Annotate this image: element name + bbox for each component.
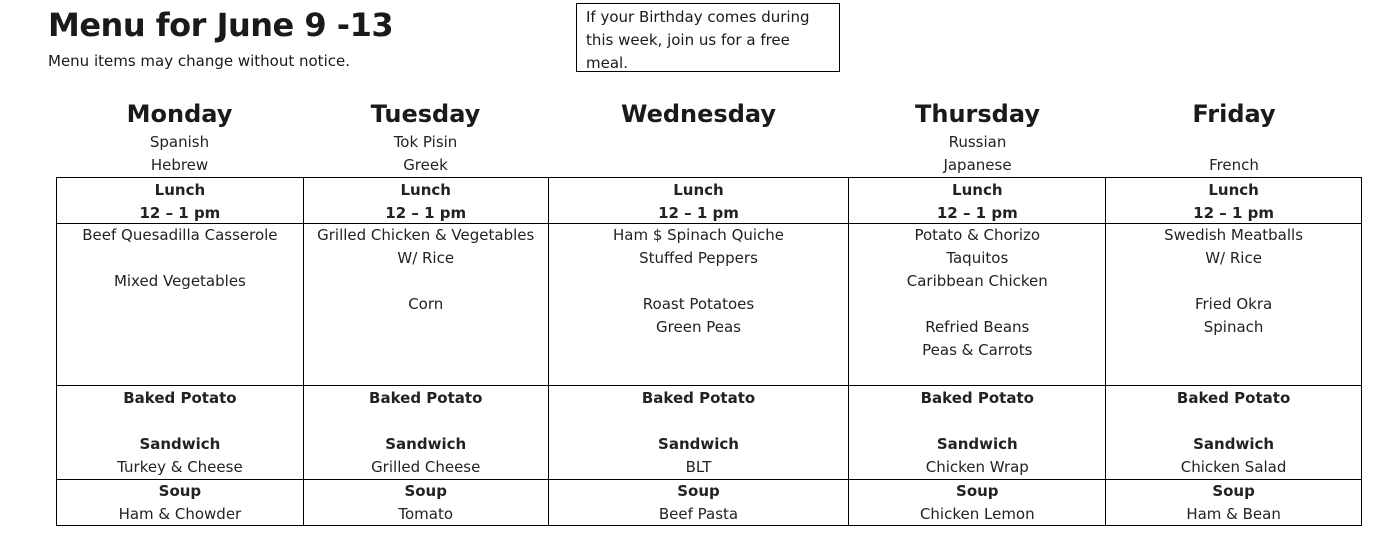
soup-label: Soup — [956, 482, 999, 500]
lunch-time: 12 – 1 pm — [658, 204, 739, 222]
soup-cell — [849, 480, 1106, 526]
menu-item: Mixed Vegetables — [113, 272, 246, 290]
menu-table — [56, 177, 1362, 526]
day-name: Monday — [126, 100, 233, 128]
sandwich-label: Sandwich — [385, 435, 467, 453]
baked-potato-label: Baked Potato — [369, 389, 483, 407]
lunch-time-row — [57, 177, 1362, 224]
menu-item — [57, 247, 303, 270]
main-dishes-cell — [1106, 224, 1362, 386]
baked-potato-label: Baked Potato — [1176, 389, 1291, 407]
sandwich-item: Chicken Wrap — [925, 458, 1029, 476]
baked-potato-label: Baked Potato — [920, 389, 1034, 407]
lunch-cell — [549, 177, 850, 224]
lunch-label: Lunch — [154, 181, 206, 199]
menu-item: Corn — [408, 295, 444, 313]
lunch-label: Lunch — [673, 181, 724, 199]
day-name: Friday — [1192, 100, 1276, 128]
day-header-friday — [1106, 98, 1362, 177]
language — [548, 131, 849, 154]
sandwich-label: Sandwich — [139, 435, 221, 453]
language: Hebrew — [150, 156, 209, 174]
potato-sandwich-cell — [1106, 386, 1362, 480]
menu-item: Caribbean Chicken — [906, 272, 1048, 290]
menu-item: Potato & Chorizo — [914, 226, 1041, 244]
menu-item: Ham $ Spinach Quiche — [612, 226, 785, 244]
soup-row — [57, 480, 1362, 526]
lunch-time: 12 – 1 pm — [139, 204, 221, 222]
day-header-row — [56, 98, 1362, 177]
day-name: Wednesday — [620, 100, 776, 128]
soup-cell — [549, 480, 850, 526]
soup-cell — [304, 480, 549, 526]
menu-item — [304, 316, 548, 339]
day-name: Tuesday — [370, 100, 481, 128]
menu-item: W/ Rice — [1205, 249, 1262, 267]
menu-item — [304, 339, 548, 362]
menu-item: Green Peas — [656, 318, 741, 336]
language — [548, 154, 849, 177]
menu-item: Refried Beans — [925, 318, 1030, 336]
lunch-label: Lunch — [1208, 181, 1259, 199]
language: Japanese — [943, 156, 1012, 174]
main-dishes-row — [57, 224, 1362, 386]
soup-item: Chicken Lemon — [919, 505, 1035, 523]
soup-item: Beef Pasta — [658, 505, 739, 523]
sandwich-item: Turkey & Cheese — [117, 458, 243, 476]
lunch-time: 12 – 1 pm — [385, 204, 467, 222]
menu-item — [304, 270, 548, 293]
soup-cell — [1106, 480, 1362, 526]
menu-item: Roast Potatoes — [642, 295, 755, 313]
menu-item: Peas & Carrots — [922, 341, 1033, 359]
menu-item: Spinach — [1203, 318, 1264, 336]
birthday-notice: If your Birthday comes during this week, join us for a free meal. — [576, 3, 840, 72]
day-name: Thursday — [915, 100, 1040, 128]
menu-item: W/ Rice — [397, 249, 455, 267]
soup-item: Ham & Bean — [1186, 505, 1281, 523]
main-dishes-cell — [549, 224, 850, 386]
menu-item: Fried Okra — [1194, 295, 1273, 313]
main-dishes-cell — [304, 224, 549, 386]
potato-sandwich-cell — [57, 386, 304, 480]
day-header-thursday — [849, 98, 1106, 177]
menu-item — [549, 339, 849, 362]
soup-item: Tomato — [398, 505, 454, 523]
menu-item — [849, 293, 1105, 316]
language — [1106, 131, 1362, 154]
language: Spanish — [149, 133, 210, 151]
lunch-cell — [849, 177, 1106, 224]
sandwich-label: Sandwich — [936, 435, 1018, 453]
sandwich-label: Sandwich — [658, 435, 739, 453]
menu-item — [57, 339, 303, 362]
menu-item — [57, 293, 303, 316]
sandwich-label: Sandwich — [1193, 435, 1275, 453]
lunch-cell — [1106, 177, 1362, 224]
soup-label: Soup — [1212, 482, 1255, 500]
potato-sandwich-cell — [549, 386, 850, 480]
lunch-label: Lunch — [952, 181, 1003, 199]
menu-item — [1106, 270, 1361, 293]
potato-sandwich-cell — [849, 386, 1106, 480]
menu-grid — [56, 98, 1362, 526]
language: Tok Pisin — [393, 133, 458, 151]
soup-label: Soup — [404, 482, 447, 500]
lunch-time: 12 – 1 pm — [1193, 204, 1275, 222]
main-dishes-cell — [57, 224, 304, 386]
day-header-wednesday — [548, 98, 849, 177]
page-subtitle: Menu items may change without notice. — [48, 52, 350, 70]
menu-item: Beef Quesadilla Casserole — [82, 226, 278, 244]
language: Russian — [948, 133, 1007, 151]
language: French — [1209, 156, 1259, 174]
day-header-monday — [56, 98, 303, 177]
soup-label: Soup — [677, 482, 720, 500]
menu-item — [1106, 339, 1361, 362]
menu-item: Stuffed Peppers — [639, 249, 758, 267]
lunch-time: 12 – 1 pm — [936, 204, 1018, 222]
page-title: Menu for June 9 -13 — [48, 6, 394, 44]
language: Greek — [403, 156, 448, 174]
sandwich-item: Grilled Cheese — [371, 458, 481, 476]
baked-potato-label: Baked Potato — [641, 389, 756, 407]
menu-item: Taquitos — [946, 249, 1009, 267]
menu-item: Swedish Meatballs — [1164, 226, 1304, 244]
sandwich-item: BLT — [685, 458, 712, 476]
potato-sandwich-row — [57, 386, 1362, 480]
soup-cell — [57, 480, 304, 526]
menu-item: Grilled Chicken & Vegetables — [317, 226, 535, 244]
menu-item — [549, 270, 849, 293]
main-dishes-cell — [849, 224, 1106, 386]
sandwich-item: Chicken Salad — [1180, 458, 1287, 476]
lunch-label: Lunch — [400, 181, 451, 199]
lunch-cell — [304, 177, 549, 224]
potato-sandwich-cell — [304, 386, 549, 480]
baked-potato-label: Baked Potato — [123, 389, 237, 407]
lunch-cell — [57, 177, 304, 224]
soup-item: Ham & Chowder — [118, 505, 242, 523]
soup-label: Soup — [158, 482, 202, 500]
menu-item — [57, 316, 303, 339]
day-header-tuesday — [303, 98, 548, 177]
